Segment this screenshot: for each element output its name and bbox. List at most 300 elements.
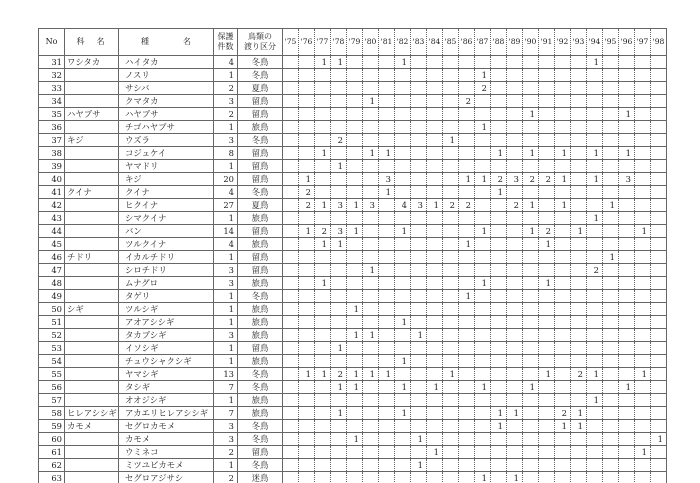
year-count-cell — [635, 212, 651, 225]
year-count-cell: 1 — [395, 225, 411, 238]
year-count-cell — [379, 251, 395, 264]
year-count-cell — [283, 147, 299, 160]
year-count-cell — [619, 459, 635, 472]
year-count-cell — [603, 316, 619, 329]
year-count-cell — [395, 212, 411, 225]
year-count-cell — [299, 134, 315, 147]
year-count-cell — [555, 251, 571, 264]
species-name: キジ — [119, 173, 214, 186]
year-count-cell — [555, 277, 571, 290]
year-count-cell — [603, 95, 619, 108]
species-name: チゴハヤブサ — [119, 121, 214, 134]
family-name — [65, 69, 119, 82]
family-name — [65, 329, 119, 342]
year-count-cell — [507, 446, 523, 459]
table-row — [39, 446, 667, 459]
year-count-cell: 2 — [491, 173, 507, 186]
year-count-cell — [443, 277, 459, 290]
header-year: '83 — [411, 29, 427, 56]
year-count-cell — [587, 82, 603, 95]
table-row — [39, 316, 667, 329]
year-count-cell — [379, 160, 395, 173]
year-count-cell — [555, 264, 571, 277]
year-count-cell — [507, 134, 523, 147]
year-count-cell — [411, 446, 427, 459]
protection-count: 27 — [214, 199, 238, 212]
year-count-cell — [379, 264, 395, 277]
year-count-cell — [603, 277, 619, 290]
row-number: 61 — [39, 446, 65, 459]
year-count-cell — [635, 472, 651, 483]
family-name: クイナ — [65, 186, 119, 199]
migration-category: 旅鳥 — [238, 316, 283, 329]
year-count-cell — [635, 147, 651, 160]
year-count-cell — [299, 147, 315, 160]
year-count-cell — [331, 303, 347, 316]
year-count-cell — [539, 121, 555, 134]
year-count-cell — [379, 407, 395, 420]
year-count-cell — [523, 459, 539, 472]
year-count-cell — [507, 264, 523, 277]
year-count-cell: 1 — [411, 459, 427, 472]
year-count-cell — [395, 238, 411, 251]
year-count-cell — [427, 290, 443, 303]
year-count-cell — [427, 212, 443, 225]
protection-count: 1 — [214, 212, 238, 225]
year-count-cell: 1 — [475, 277, 491, 290]
year-count-cell — [507, 95, 523, 108]
year-count-cell — [427, 277, 443, 290]
year-count-cell — [587, 199, 603, 212]
year-count-cell — [379, 459, 395, 472]
year-count-cell — [603, 264, 619, 277]
year-count-cell: 2 — [571, 368, 587, 381]
species-name: アオアシシギ — [119, 316, 214, 329]
year-count-cell: 1 — [331, 160, 347, 173]
year-count-cell — [347, 121, 363, 134]
year-count-cell — [523, 342, 539, 355]
year-count-cell — [603, 147, 619, 160]
year-count-cell: 1 — [299, 368, 315, 381]
year-count-cell — [603, 173, 619, 186]
year-count-cell — [475, 134, 491, 147]
year-count-cell: 1 — [315, 238, 331, 251]
year-count-cell — [571, 277, 587, 290]
year-count-cell — [555, 394, 571, 407]
header-year: '94 — [587, 29, 603, 56]
year-count-cell — [523, 394, 539, 407]
species-name: ミツユビカモメ — [119, 459, 214, 472]
year-count-cell — [587, 121, 603, 134]
year-count-cell — [491, 459, 507, 472]
migration-category: 冬鳥 — [238, 56, 283, 69]
year-count-cell: 3 — [331, 199, 347, 212]
year-count-cell: 1 — [507, 407, 523, 420]
row-number: 41 — [39, 186, 65, 199]
year-count-cell — [299, 316, 315, 329]
year-count-cell — [571, 212, 587, 225]
year-count-cell — [299, 290, 315, 303]
family-name — [65, 277, 119, 290]
year-count-cell — [299, 108, 315, 121]
year-count-cell — [347, 342, 363, 355]
year-count-cell: 3 — [331, 225, 347, 238]
row-number: 57 — [39, 394, 65, 407]
year-count-cell — [411, 394, 427, 407]
year-count-cell — [283, 290, 299, 303]
protection-count: 2 — [214, 82, 238, 95]
species-name: イソシギ — [119, 342, 214, 355]
year-count-cell — [315, 303, 331, 316]
year-count-cell — [507, 160, 523, 173]
year-count-cell: 1 — [363, 95, 379, 108]
year-count-cell — [523, 277, 539, 290]
year-count-cell — [475, 56, 491, 69]
header-family: 科 名 — [65, 29, 119, 56]
year-count-cell — [283, 472, 299, 483]
row-number: 40 — [39, 173, 65, 186]
year-count-cell — [395, 394, 411, 407]
year-count-cell: 1 — [571, 407, 587, 420]
year-count-cell — [507, 368, 523, 381]
year-count-cell: 1 — [635, 446, 651, 459]
year-count-cell — [651, 69, 667, 82]
year-count-cell: 1 — [539, 238, 555, 251]
year-count-cell — [619, 82, 635, 95]
year-count-cell — [347, 446, 363, 459]
year-count-cell — [651, 108, 667, 121]
year-count-cell — [459, 446, 475, 459]
year-count-cell — [635, 342, 651, 355]
year-count-cell — [315, 355, 331, 368]
year-count-cell — [491, 212, 507, 225]
year-count-cell — [635, 381, 651, 394]
year-count-cell — [651, 199, 667, 212]
year-count-cell — [507, 121, 523, 134]
year-count-cell: 1 — [363, 147, 379, 160]
year-count-cell — [443, 303, 459, 316]
table-row — [39, 407, 667, 420]
year-count-cell — [459, 381, 475, 394]
year-count-cell — [299, 459, 315, 472]
table-row — [39, 69, 667, 82]
year-count-cell — [411, 238, 427, 251]
year-count-cell — [411, 420, 427, 433]
year-count-cell — [475, 95, 491, 108]
year-count-cell — [363, 134, 379, 147]
year-count-cell — [491, 290, 507, 303]
year-count-cell — [587, 69, 603, 82]
year-count-cell — [315, 394, 331, 407]
year-count-cell — [299, 394, 315, 407]
protection-count: 1 — [214, 316, 238, 329]
year-count-cell — [315, 134, 331, 147]
row-number: 59 — [39, 420, 65, 433]
year-count-cell — [507, 394, 523, 407]
year-count-cell — [571, 108, 587, 121]
migration-category: 冬鳥 — [238, 290, 283, 303]
year-count-cell: 1 — [395, 316, 411, 329]
year-count-cell — [379, 69, 395, 82]
year-count-cell: 1 — [619, 147, 635, 160]
year-count-cell — [555, 69, 571, 82]
year-count-cell — [539, 433, 555, 446]
year-count-cell — [283, 108, 299, 121]
migration-category: 留鳥 — [238, 225, 283, 238]
migration-category: 夏鳥 — [238, 199, 283, 212]
year-count-cell — [555, 381, 571, 394]
year-count-cell — [635, 56, 651, 69]
year-count-cell — [619, 433, 635, 446]
year-count-cell — [603, 108, 619, 121]
protection-count: 1 — [214, 342, 238, 355]
year-count-cell — [603, 212, 619, 225]
year-count-cell — [635, 95, 651, 108]
family-name — [65, 368, 119, 381]
year-count-cell — [651, 394, 667, 407]
species-name: ウミネコ — [119, 446, 214, 459]
year-count-cell — [395, 303, 411, 316]
header-year: '81 — [379, 29, 395, 56]
row-number: 54 — [39, 355, 65, 368]
year-count-cell — [635, 264, 651, 277]
year-count-cell — [443, 121, 459, 134]
year-count-cell — [651, 303, 667, 316]
year-count-cell — [411, 69, 427, 82]
year-count-cell — [315, 251, 331, 264]
protection-count: 20 — [214, 173, 238, 186]
year-count-cell — [523, 303, 539, 316]
header-protection-count — [214, 29, 238, 56]
year-count-cell — [491, 277, 507, 290]
header-year: '87 — [475, 29, 491, 56]
family-name — [65, 394, 119, 407]
year-count-cell — [459, 212, 475, 225]
year-count-cell — [523, 134, 539, 147]
year-count-cell — [347, 238, 363, 251]
year-count-cell — [571, 160, 587, 173]
year-count-cell — [603, 238, 619, 251]
protection-count: 1 — [214, 459, 238, 472]
year-count-cell — [539, 160, 555, 173]
year-count-cell — [347, 147, 363, 160]
year-count-cell — [619, 316, 635, 329]
year-count-cell — [491, 160, 507, 173]
year-count-cell — [363, 407, 379, 420]
year-count-cell — [443, 95, 459, 108]
family-name — [65, 82, 119, 95]
year-count-cell — [635, 290, 651, 303]
year-count-cell — [315, 316, 331, 329]
year-count-cell — [395, 329, 411, 342]
year-count-cell — [619, 95, 635, 108]
year-count-cell — [539, 264, 555, 277]
year-count-cell — [539, 420, 555, 433]
year-count-cell — [411, 290, 427, 303]
migration-category: 冬鳥 — [238, 459, 283, 472]
year-count-cell — [395, 264, 411, 277]
year-count-cell — [603, 472, 619, 483]
year-count-cell — [459, 186, 475, 199]
year-count-cell: 1 — [491, 407, 507, 420]
year-count-cell — [315, 342, 331, 355]
protection-count: 1 — [214, 121, 238, 134]
year-count-cell — [331, 69, 347, 82]
year-count-cell — [283, 264, 299, 277]
year-count-cell — [555, 303, 571, 316]
table-row — [39, 173, 667, 186]
year-count-cell — [283, 69, 299, 82]
year-count-cell: 1 — [571, 420, 587, 433]
year-count-cell — [507, 316, 523, 329]
year-count-cell — [395, 433, 411, 446]
year-count-cell — [459, 251, 475, 264]
year-count-cell — [283, 199, 299, 212]
year-count-cell — [523, 433, 539, 446]
year-count-cell — [475, 446, 491, 459]
year-count-cell — [475, 329, 491, 342]
year-count-cell — [411, 134, 427, 147]
year-count-cell — [443, 355, 459, 368]
year-count-cell — [411, 342, 427, 355]
year-count-cell — [347, 472, 363, 483]
year-count-cell — [459, 277, 475, 290]
year-count-cell — [571, 342, 587, 355]
year-count-cell — [587, 95, 603, 108]
family-name — [65, 147, 119, 160]
protection-count: 3 — [214, 134, 238, 147]
year-count-cell — [651, 225, 667, 238]
year-count-cell — [475, 238, 491, 251]
table-row — [39, 381, 667, 394]
year-count-cell — [459, 472, 475, 483]
table-row — [39, 134, 667, 147]
year-count-cell — [331, 264, 347, 277]
year-count-cell — [443, 82, 459, 95]
year-count-cell: 1 — [523, 199, 539, 212]
year-count-cell — [363, 251, 379, 264]
species-name: オオジシギ — [119, 394, 214, 407]
year-count-cell — [411, 303, 427, 316]
year-count-cell — [651, 56, 667, 69]
year-count-cell — [587, 316, 603, 329]
year-count-cell — [555, 238, 571, 251]
header-year: '88 — [491, 29, 507, 56]
year-count-cell — [507, 433, 523, 446]
year-count-cell — [651, 264, 667, 277]
year-count-cell — [571, 290, 587, 303]
year-count-cell — [347, 69, 363, 82]
migration-category: 留鳥 — [238, 160, 283, 173]
year-count-cell: 1 — [475, 472, 491, 483]
year-count-cell — [363, 186, 379, 199]
year-count-cell — [331, 446, 347, 459]
year-count-cell — [523, 251, 539, 264]
year-count-cell — [315, 160, 331, 173]
year-count-cell — [427, 251, 443, 264]
year-count-cell — [507, 82, 523, 95]
year-count-cell — [363, 342, 379, 355]
row-number: 62 — [39, 459, 65, 472]
year-count-cell — [523, 121, 539, 134]
family-name — [65, 199, 119, 212]
year-count-cell — [379, 82, 395, 95]
year-count-cell — [411, 56, 427, 69]
year-count-cell — [491, 303, 507, 316]
species-name: セグロアジサシ — [119, 472, 214, 483]
year-count-cell — [651, 329, 667, 342]
year-count-cell — [555, 108, 571, 121]
year-count-cell — [555, 56, 571, 69]
year-count-cell — [411, 277, 427, 290]
year-count-cell — [363, 173, 379, 186]
year-count-cell — [347, 290, 363, 303]
header-migration-line1: 鳥類の — [248, 32, 272, 41]
year-count-cell — [491, 329, 507, 342]
year-count-cell: 1 — [507, 472, 523, 483]
species-name: タカブシギ — [119, 329, 214, 342]
year-count-cell — [523, 446, 539, 459]
year-count-cell: 1 — [555, 199, 571, 212]
year-count-cell — [619, 225, 635, 238]
year-count-cell: 1 — [587, 368, 603, 381]
year-count-cell — [587, 251, 603, 264]
year-count-cell: 2 — [523, 173, 539, 186]
year-count-cell — [491, 134, 507, 147]
year-count-cell — [427, 160, 443, 173]
year-count-cell — [299, 446, 315, 459]
family-name — [65, 121, 119, 134]
year-count-cell — [555, 212, 571, 225]
year-count-cell — [363, 394, 379, 407]
bird-protection-table — [38, 28, 667, 483]
year-count-cell — [603, 394, 619, 407]
year-count-cell — [315, 381, 331, 394]
year-count-cell — [587, 160, 603, 173]
year-count-cell: 1 — [315, 199, 331, 212]
year-count-cell — [379, 420, 395, 433]
year-count-cell — [411, 251, 427, 264]
year-count-cell — [651, 316, 667, 329]
year-count-cell — [491, 95, 507, 108]
year-count-cell: 1 — [347, 381, 363, 394]
year-count-cell — [619, 290, 635, 303]
year-count-cell — [491, 368, 507, 381]
year-count-cell — [491, 394, 507, 407]
year-count-cell — [539, 459, 555, 472]
year-count-cell — [523, 290, 539, 303]
year-count-cell — [331, 173, 347, 186]
year-count-cell — [475, 212, 491, 225]
year-count-cell — [443, 420, 459, 433]
year-count-cell — [539, 446, 555, 459]
year-count-cell: 1 — [587, 173, 603, 186]
year-count-cell: 1 — [363, 329, 379, 342]
year-count-cell — [523, 95, 539, 108]
year-count-cell — [283, 134, 299, 147]
year-count-cell — [315, 212, 331, 225]
year-count-cell: 1 — [427, 199, 443, 212]
row-number: 33 — [39, 82, 65, 95]
protection-count: 3 — [214, 95, 238, 108]
year-count-cell — [347, 160, 363, 173]
year-count-cell — [427, 433, 443, 446]
protection-count: 1 — [214, 251, 238, 264]
year-count-cell — [523, 355, 539, 368]
year-count-cell — [635, 186, 651, 199]
header-year: '86 — [459, 29, 475, 56]
year-count-cell — [539, 381, 555, 394]
